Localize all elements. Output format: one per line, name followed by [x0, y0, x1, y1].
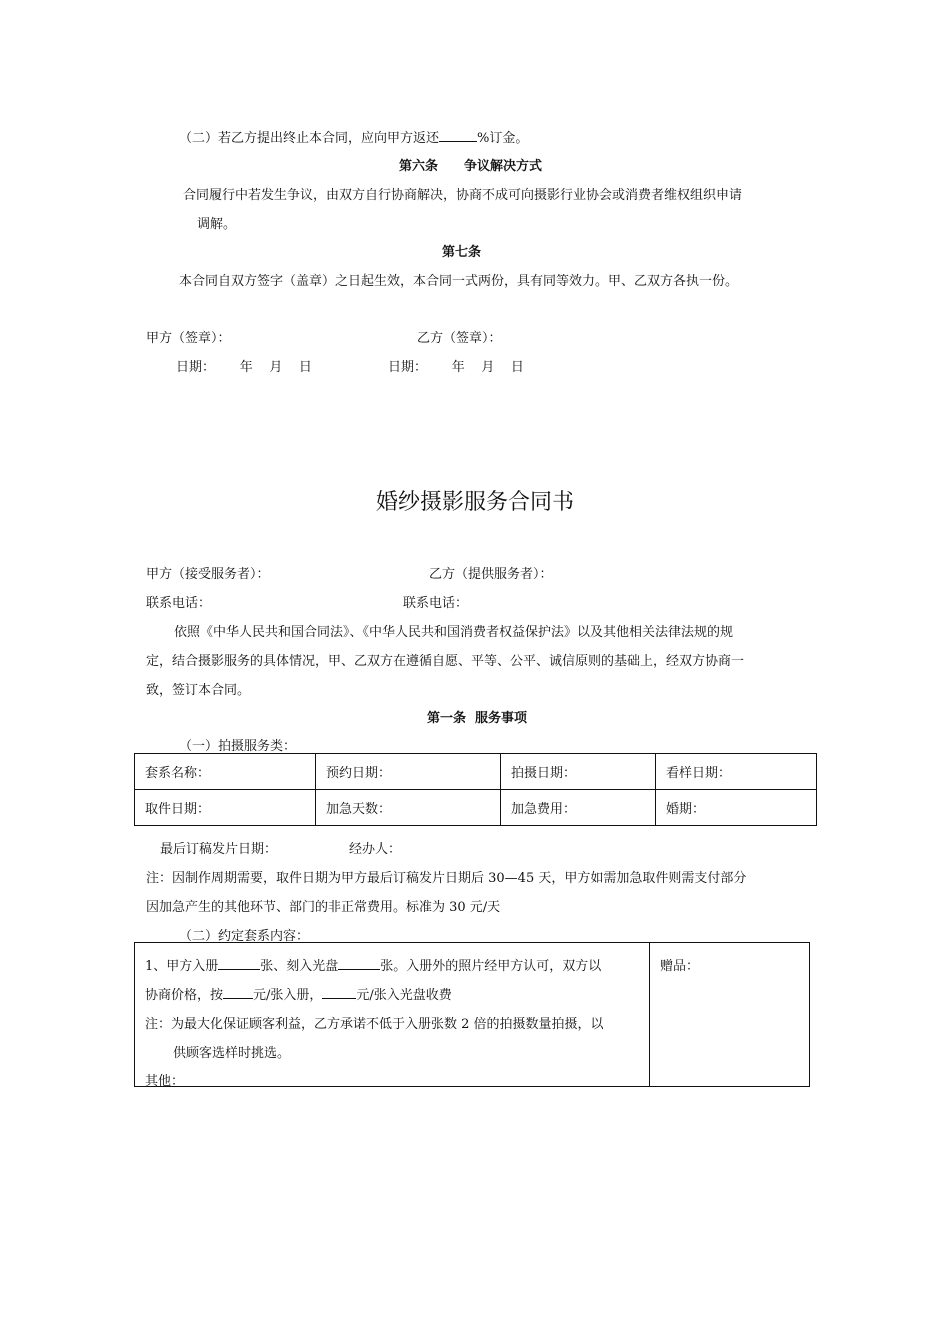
party-a-date: 日期： 年 月 日	[176, 360, 312, 375]
note-line-1: 注：因制作周期需要，取件日期为甲方最后订稿发片日期后 30—45 天，甲方如需加急取件则需支付部分	[146, 871, 747, 886]
table-row	[135, 790, 817, 826]
package-line-2	[145, 984, 452, 1003]
extra-photos-text: 张。入册外的照片经甲方认可，双方以	[380, 959, 602, 974]
other-label: 其他：	[145, 1074, 185, 1089]
intro-line-3: 致，签订本合同。	[146, 683, 251, 698]
blank-line	[322, 986, 356, 999]
table-row	[135, 754, 817, 790]
party-a-label: 甲方（接受服务者）：	[146, 567, 270, 582]
service-info-table	[134, 753, 817, 826]
package-content-box	[134, 942, 810, 1087]
box-divider	[649, 943, 650, 1086]
booking-date-cell: 预约日期：	[316, 754, 501, 790]
clause-2-suffix: %订金。	[477, 131, 529, 146]
package-line-1	[145, 955, 601, 974]
package-name-cell: 套系名称：	[135, 754, 316, 790]
party-b-label: 乙方（提供服务者）：	[429, 567, 553, 582]
party-b-phone-label: 联系电话：	[403, 596, 469, 611]
rush-days-cell: 加急天数：	[316, 790, 501, 826]
section-1-label: （一）拍摄服务类：	[179, 739, 297, 754]
final-date-label: 最后订稿发片日期：	[160, 842, 278, 857]
article-7-text: 本合同自双方签字（盖章）之日起生效，本合同一式两份，具有同等效力。甲、乙双方各执一份。	[179, 274, 739, 289]
intro-line-2: 定，结合摄影服务的具体情况，甲、乙双方在遵循自愿、平等、公平、诚信原则的基础上，经双方协商一	[146, 654, 745, 669]
blank-line	[338, 957, 380, 970]
album-price-unit: 元/张入册，	[253, 988, 323, 1003]
note-line-2: 因加急产生的其他环节、部门的非正常费用。标准为 30 元/天	[146, 900, 501, 915]
rush-fee-cell: 加急费用：	[501, 790, 656, 826]
wedding-date-cell: 婚期：	[656, 790, 817, 826]
package-note-line-1: 注：为最大化保证顾客利益，乙方承诺不低于入册张数 2 倍的拍摄数量拍摄，以	[145, 1017, 604, 1032]
clause-2-text: （二）若乙方提出终止本合同，应向甲方返还	[179, 131, 440, 146]
shoot-date-cell: 拍摄日期：	[501, 754, 656, 790]
disc-count-label: 张、刻入光盘	[260, 959, 339, 974]
article-7-heading: 第七条	[442, 245, 482, 260]
party-a-phone-label: 联系电话：	[146, 596, 212, 611]
package-note-line-2: 供顾客选样时挑选。	[173, 1046, 291, 1061]
disc-price-unit: 元/张入光盘收费	[356, 988, 452, 1003]
blank-line	[218, 957, 260, 970]
gift-label: 赠品：	[660, 959, 700, 974]
preview-date-cell: 看样日期：	[656, 754, 817, 790]
album-count-label: 1、甲方入册	[145, 959, 219, 974]
article-6-number: 第六条	[399, 159, 439, 174]
handler-label: 经办人：	[349, 842, 402, 857]
party-b-signature-label: 乙方（签章）：	[417, 331, 502, 346]
contract-title: 婚纱摄影服务合同书	[375, 490, 574, 515]
party-a-signature-label: 甲方（签章）：	[146, 331, 231, 346]
pickup-date-cell: 取件日期：	[135, 790, 316, 826]
article-1-heading: 第一条 服务事项	[427, 711, 528, 726]
blank-line	[439, 129, 477, 142]
article-6-text-line1: 合同履行中若发生争议，由双方自行协商解决，协商不成可向摄影行业协会或消费者维权组织申请	[183, 188, 743, 203]
section-2-label: （二）约定套系内容：	[179, 929, 310, 944]
article-6-text-line2: 调解。	[197, 217, 237, 232]
article-6-heading	[399, 155, 542, 174]
blank-line	[223, 986, 253, 999]
intro-line-1: 依照《中华人民共和国合同法》、《中华人民共和国消费者权益保护法》以及其他相关法律法规的规	[174, 625, 734, 640]
party-b-date: 日期： 年 月 日	[388, 360, 524, 375]
price-label: 协商价格，按	[145, 988, 224, 1003]
clause-2-refund	[179, 127, 528, 146]
article-6-title: 争议解决方式	[464, 159, 543, 174]
